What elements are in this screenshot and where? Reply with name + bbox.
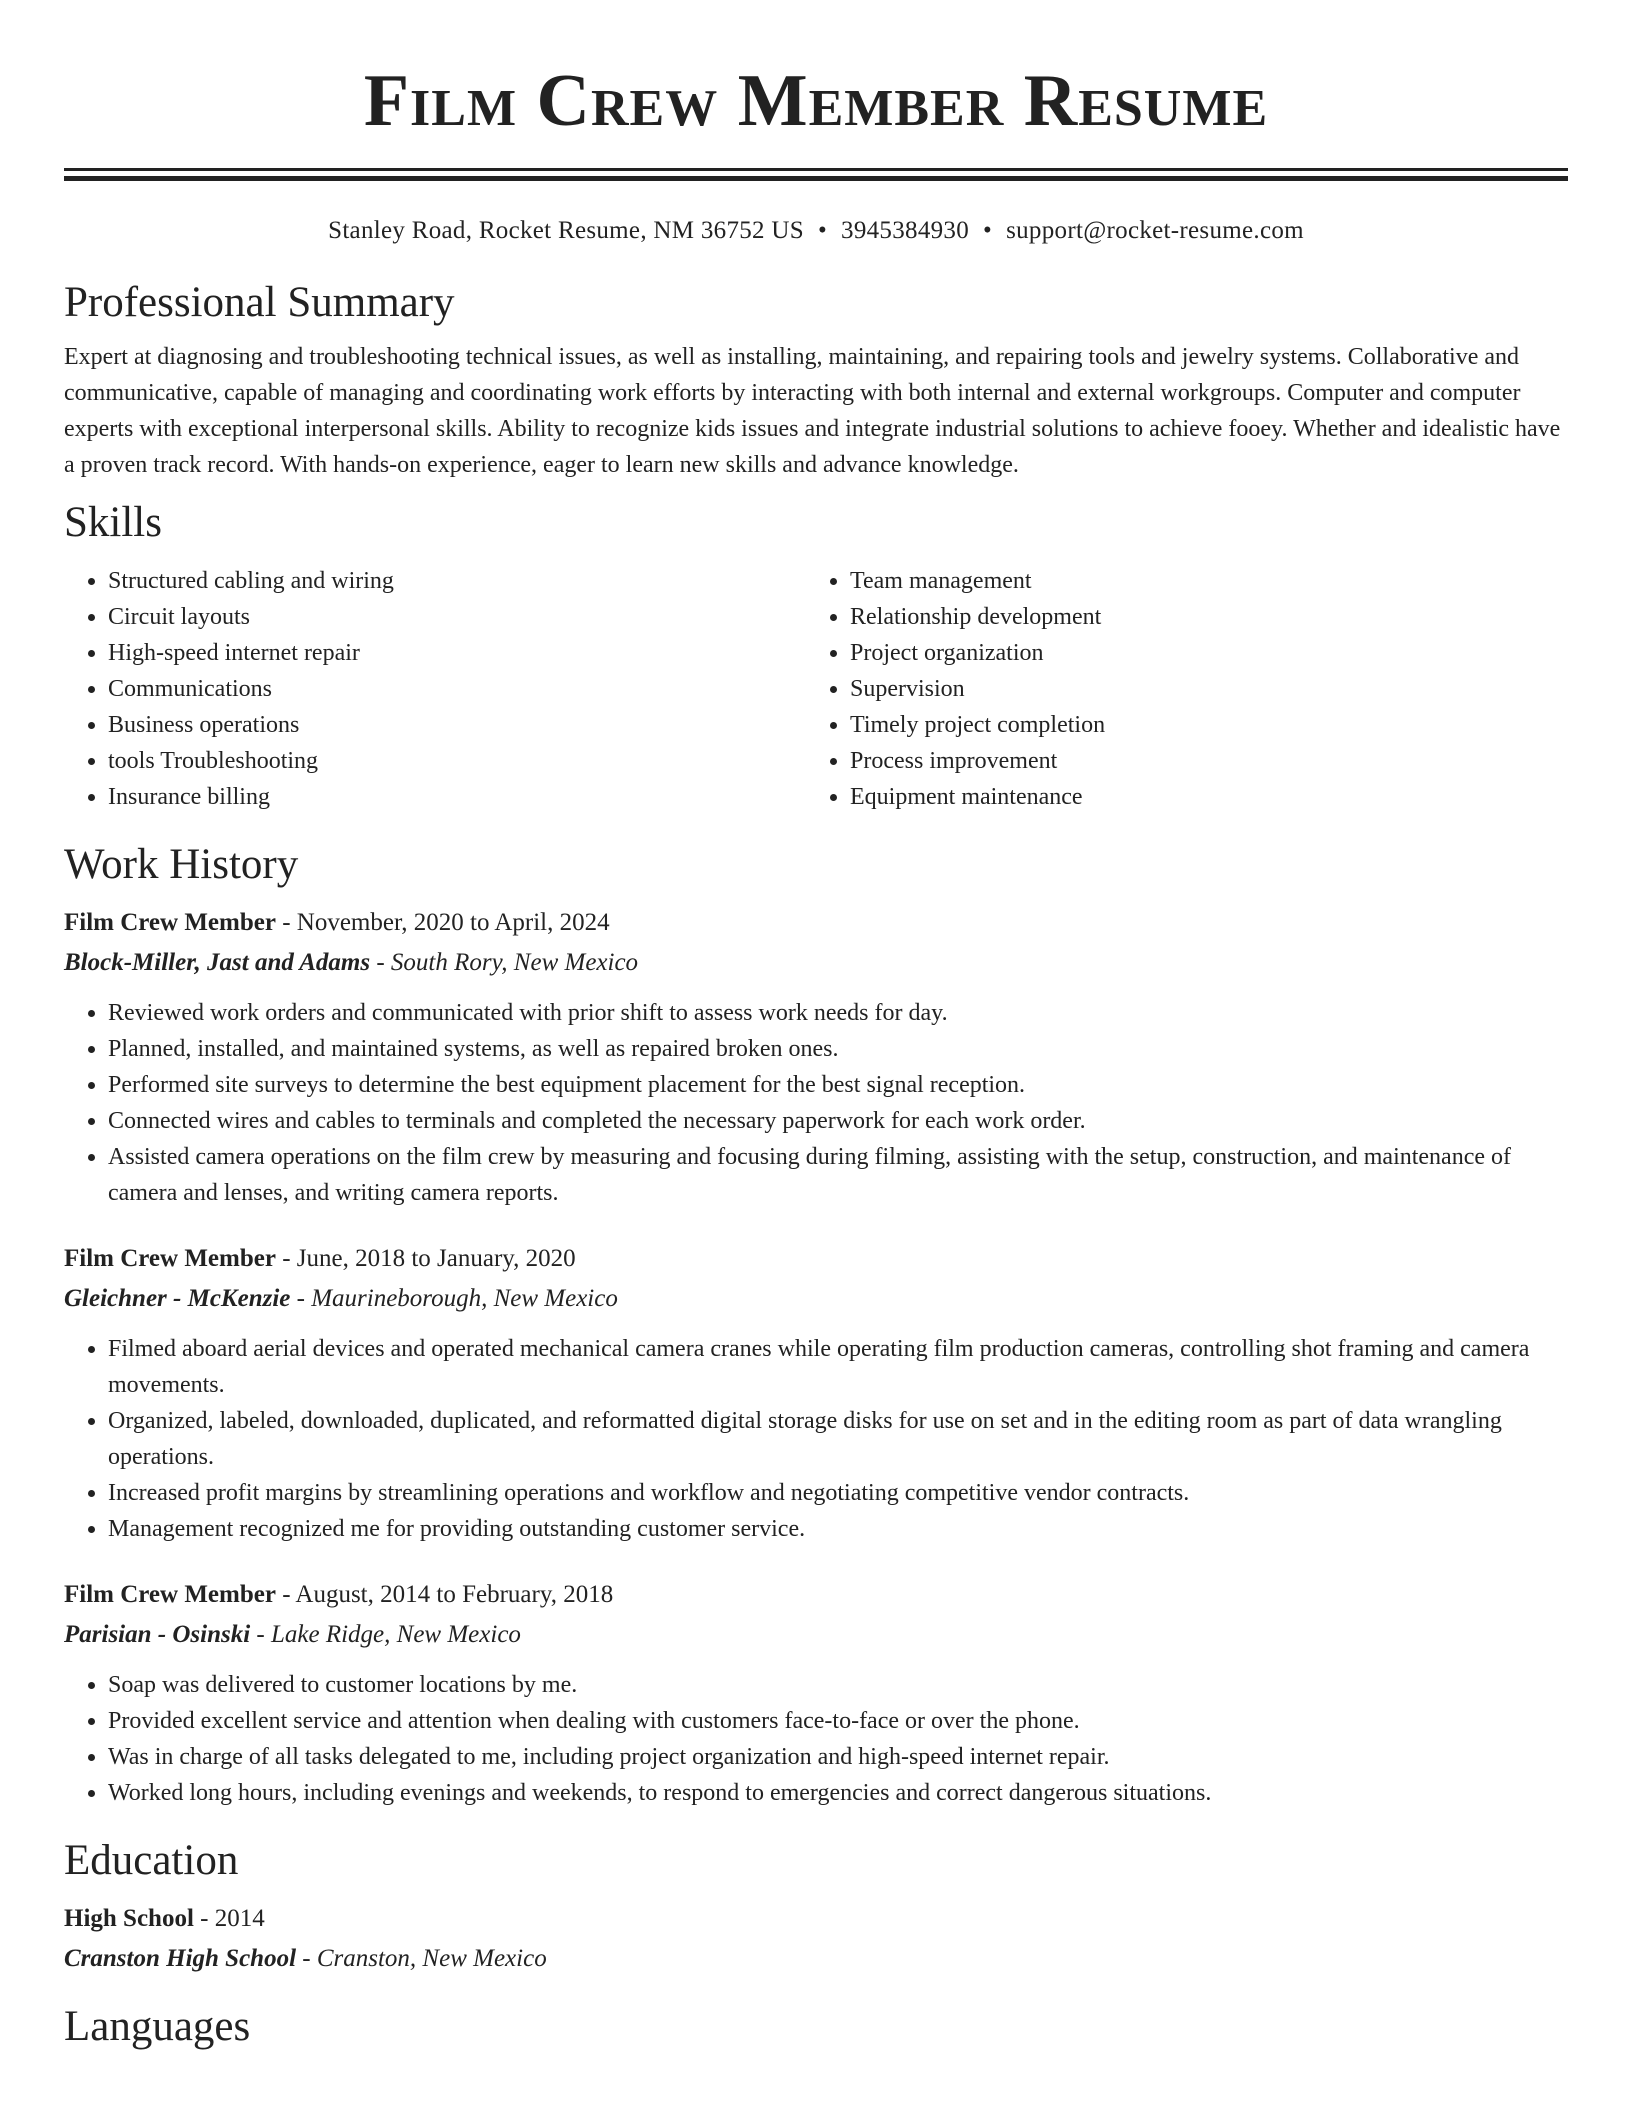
job-company: Parisian - Osinski	[64, 1621, 251, 1648]
skill-item: • Team management	[850, 563, 1548, 599]
skill-item: • Communications	[108, 671, 806, 707]
job-bullet: • Increased profit margins by streamlining operations and workflow and negotiating competitive vendor contracts.	[108, 1475, 1568, 1511]
job-company: Gleichner - McKenzie	[64, 1285, 291, 1312]
job-bullet: • Filmed aboard aerial devices and operated mechanical camera cranes while operating film production cameras, controlling shot framing and camera movements.	[108, 1331, 1568, 1403]
job-dates: - August, 2014 to February, 2018	[282, 1581, 614, 1608]
job-bullet: • Connected wires and cables to terminals and completed the necessary paperwork for each work order.	[108, 1103, 1568, 1139]
job-bullet: • Worked long hours, including evenings and weekends, to respond to emergencies and correct dangerous situations.	[108, 1775, 1568, 1811]
summary-section	[64, 277, 1568, 483]
job-bullet: • Was in charge of all tasks delegated to me, including project organization and high-speed internet repair.	[108, 1739, 1568, 1775]
job-dates: - November, 2020 to April, 2024	[282, 909, 610, 936]
work-history-heading: Work History	[64, 841, 299, 888]
resume-page	[64, 0, 1568, 2053]
job-header	[64, 1241, 1568, 1277]
education-school-line	[64, 1941, 1568, 1977]
job-bullets	[64, 1331, 1568, 1547]
job-bullets	[64, 995, 1568, 1211]
skill-item: • High-speed internet repair	[108, 635, 806, 671]
education-heading: Education	[64, 1837, 239, 1884]
job-bullet: • Reviewed work orders and communicated with prior shift to assess work needs for day.	[108, 995, 1568, 1031]
job-header	[64, 905, 1568, 941]
skills-columns	[64, 563, 1568, 815]
skill-item: • Structured cabling and wiring	[108, 563, 806, 599]
education-location: - Cranston, New Mexico	[302, 1945, 547, 1972]
summary-heading: Professional Summary	[64, 279, 455, 326]
job-title: Film Crew Member	[64, 909, 276, 936]
job-dates: - June, 2018 to January, 2020	[282, 1245, 576, 1272]
job-bullet: • Provided excellent service and attention when dealing with customers face-to-face or over the phone.	[108, 1703, 1568, 1739]
title-divider-bottom	[64, 176, 1568, 181]
work-history-section	[64, 839, 1568, 1811]
skill-item: • Equipment maintenance	[850, 779, 1548, 815]
contact-phone: 3945384930	[841, 217, 970, 244]
skills-heading: Skills	[64, 499, 162, 546]
job-header	[64, 1577, 1568, 1613]
job-employer	[64, 1281, 1568, 1317]
job-entry	[64, 1577, 1568, 1811]
skill-item: • Project organization	[850, 635, 1548, 671]
summary-text: Expert at diagnosing and troubleshooting technical issues, as well as installing, maintaining, and repairing tools and jewelry systems. Collaborative and communicative, capable of managing and coordinating work efforts by interacting with both internal and external workgroups. Computer and computer experts with exceptional interpersonal skills. Ability to recognize kids issues and integrate industrial solutions to achieve fooey. Whether and idealistic have a proven track record. With hands-on experience, eager to learn new skills and advance knowledge.	[64, 344, 1561, 478]
job-bullet: • Planned, installed, and maintained systems, as well as repaired broken ones.	[108, 1031, 1568, 1067]
job-location: - Maurineborough, New Mexico	[296, 1285, 618, 1312]
job-location: - Lake Ridge, New Mexico	[256, 1621, 521, 1648]
skill-item: • Supervision	[850, 671, 1548, 707]
job-bullet: • Soap was delivered to customer locations by me.	[108, 1667, 1568, 1703]
skill-item: • Insurance billing	[108, 779, 806, 815]
job-entry	[64, 905, 1568, 1211]
contact-line	[64, 215, 1568, 247]
education-degree: High School	[64, 1905, 194, 1932]
job-bullet: • Organized, labeled, downloaded, duplicated, and reformatted digital storage disks for use on set and in the editing room as part of data wrangling operations.	[108, 1403, 1568, 1475]
job-bullets	[64, 1667, 1568, 1811]
job-entry	[64, 1241, 1568, 1547]
title-divider-top	[64, 168, 1568, 171]
skills-section	[64, 497, 1568, 815]
resume-title: Film Crew Member Resume	[363, 60, 1269, 142]
education-header	[64, 1901, 1568, 1937]
contact-separator: •	[817, 217, 828, 244]
skills-list-right	[806, 563, 1548, 815]
job-bullet: • Assisted camera operations on the film crew by measuring and focusing during filming, assisting with the setup, construction, and maintenance of camera and lenses, and writing camera reports.	[108, 1139, 1568, 1211]
contact-separator: •	[983, 217, 993, 244]
skill-item: • tools Troubleshooting	[108, 743, 806, 779]
job-title: Film Crew Member	[64, 1245, 276, 1272]
job-bullet: • Performed site surveys to determine the best equipment placement for the best signal reception.	[108, 1067, 1568, 1103]
languages-section	[64, 2001, 1568, 2053]
education-school: Cranston High School	[64, 1945, 297, 1972]
skill-item: • Timely project completion	[850, 707, 1548, 743]
skill-item: • Circuit layouts	[108, 599, 806, 635]
skills-list-left	[64, 563, 806, 815]
skill-item: • Relationship development	[850, 599, 1548, 635]
education-year: - 2014	[200, 1905, 265, 1932]
job-title: Film Crew Member	[64, 1581, 276, 1608]
job-location: - South Rory, New Mexico	[376, 949, 639, 976]
contact-address: Stanley Road, Rocket Resume, NM 36752 US	[328, 217, 804, 244]
job-employer	[64, 1617, 1568, 1653]
skill-item: • Process improvement	[850, 743, 1548, 779]
job-bullet: • Management recognized me for providing outstanding customer service.	[108, 1511, 1568, 1547]
skill-item: • Business operations	[108, 707, 806, 743]
education-section	[64, 1835, 1568, 1977]
languages-heading: Languages	[64, 2003, 251, 2050]
job-employer	[64, 945, 1568, 981]
contact-email[interactable]: support@rocket-resume.com	[1006, 217, 1304, 244]
job-company: Block-Miller, Jast and Adams	[64, 949, 371, 976]
